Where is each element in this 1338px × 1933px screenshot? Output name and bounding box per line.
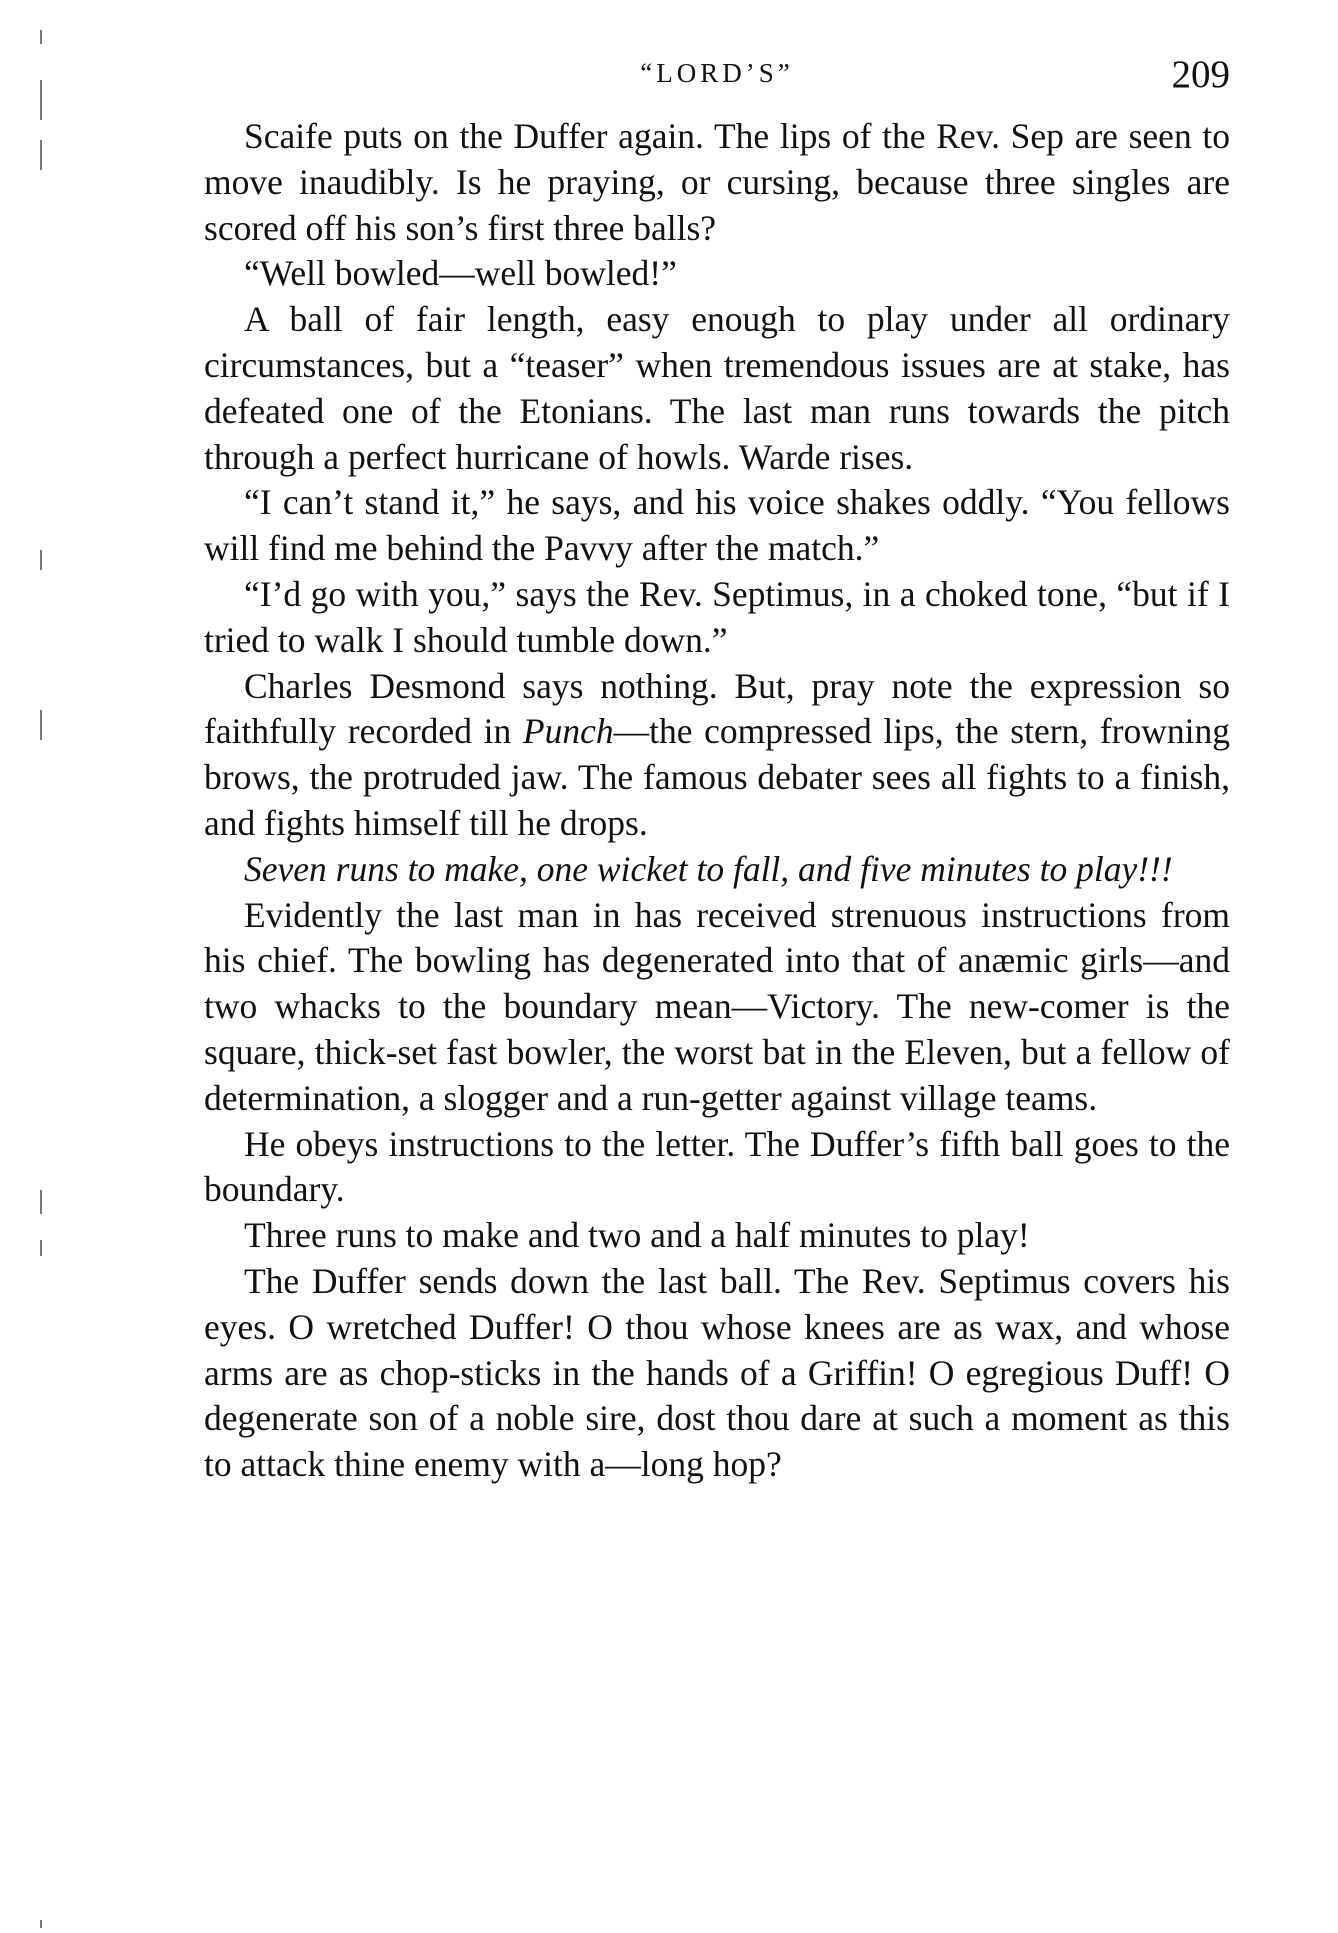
paragraph-text: He obeys instructions to the letter. The Duffer’s fifth ball goes to the boundary. bbox=[204, 1123, 1230, 1210]
body-text bbox=[204, 114, 1230, 1488]
paragraph bbox=[204, 1122, 1230, 1214]
italic-text: Punch bbox=[522, 711, 614, 752]
paragraph bbox=[204, 572, 1230, 664]
paragraph bbox=[204, 847, 1230, 893]
paragraph bbox=[204, 893, 1230, 1122]
paragraph bbox=[204, 480, 1230, 572]
paragraph-text: The Duffer sends down the last ball. The Rev. Septimus covers his eyes. O wretched Duffer! O thou whose knees are as wax, and whose arms are as chop-sticks in the hands of a Griffin! O egregious Duff! O degenerate son of a noble sire, dost thou dare at such a moment as this to attack thine enemy with a—long hop? bbox=[204, 1260, 1230, 1485]
paragraph bbox=[204, 114, 1230, 251]
paragraph-text: “Well bowled—well bowled!” bbox=[244, 253, 677, 294]
paragraph bbox=[204, 1259, 1230, 1488]
paragraph bbox=[204, 1213, 1230, 1259]
paragraph-text: Evidently the last man in has received strenuous instructions from his chief. The bowling has degenerated into that of anæmic girls—and two whacks to the boundary mean—Victory. The new-comer is the square, thick-set fast bowler, the worst bat in the Eleven, but a fellow of determination, a slogger and a run-getter against village teams. bbox=[204, 894, 1230, 1118]
paragraph-text: “I can’t stand it,” he says, and his voice shakes oddly. “You fellows will find me behind the Pavvy after the match.” bbox=[204, 482, 1230, 569]
paragraph-text: A ball of fair length, easy enough to play under all ordinary circumstances, but a “teaser” when tremendous issues are at stake, has defeated one of the Etonians. The last man runs towards the pitch through a perfect hurricane of howls. Warde rises. bbox=[204, 299, 1230, 477]
paragraph bbox=[204, 251, 1230, 297]
paragraph bbox=[204, 664, 1230, 847]
paragraph-text: Three runs to make and two and a half minutes to play! bbox=[244, 1215, 1030, 1256]
scan-margin-marks bbox=[40, 20, 50, 1920]
paragraph bbox=[204, 297, 1230, 480]
running-title: “LORD’S” bbox=[640, 58, 794, 88]
page-number: 209 bbox=[1171, 53, 1230, 96]
paragraph-text: Charles Desmond says nothing. But, pray note the expression so faithfully recorded in bbox=[204, 665, 1230, 752]
paragraph-text: —the compressed lips, the stern, frowning brows, the protruded jaw. The famous debater sees all fights to a finish, and fights himself till he drops. bbox=[204, 711, 1230, 843]
paragraph-text: Scaife puts on the Duffer again. The lips of the Rev. Sep are seen to move inaudibly. Is he praying, or cursing, because three singles are scored off his son’s first three balls? bbox=[204, 116, 1230, 248]
running-header bbox=[204, 52, 1230, 112]
paragraph-text: “I’d go with you,” says the Rev. Septimus, in a choked tone, “but if I tried to walk I should tumble down.” bbox=[204, 573, 1230, 660]
italic-text: Seven runs to make, one wicket to fall, and five minutes to play!!! bbox=[244, 848, 1173, 889]
